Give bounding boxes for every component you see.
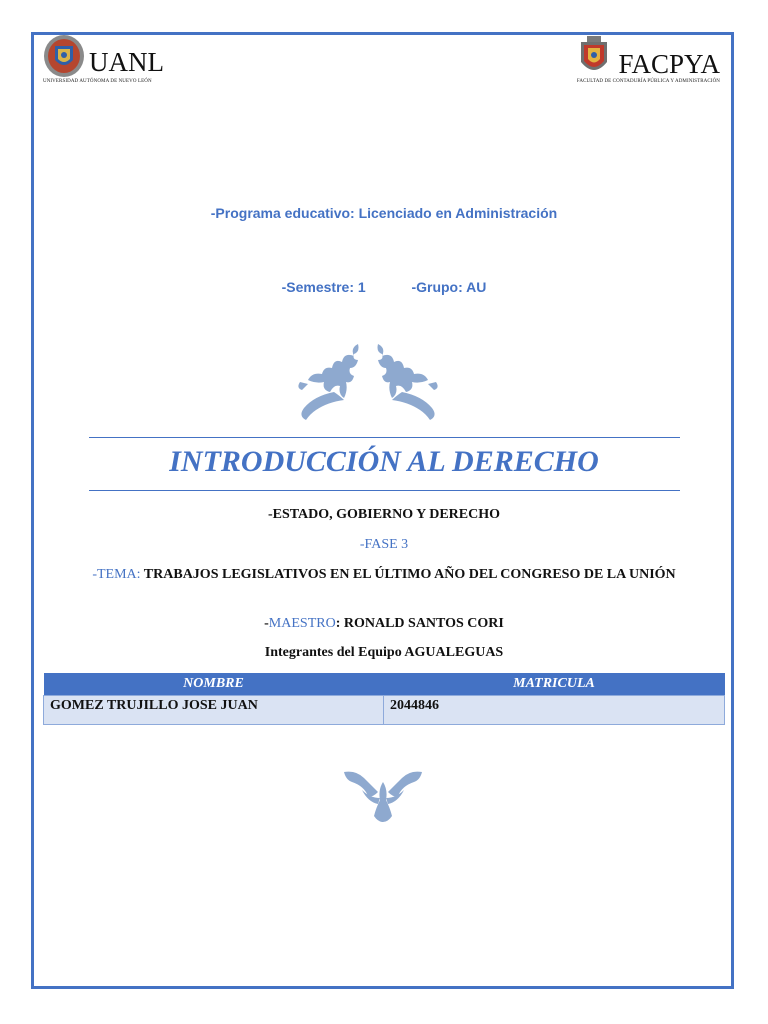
- program-line: -Programa educativo: Licenciado en Administración: [210, 205, 558, 221]
- teacher-line: [0, 616, 768, 632]
- topic-line: [84, 566, 684, 583]
- team-heading: Integrantes del Equipo AGUALEGUAS: [264, 645, 504, 660]
- table-row: [44, 696, 725, 725]
- bottom-ornament-icon: [342, 768, 424, 824]
- topic-value: TRABAJOS LEGISLATIVOS EN EL ÚLTIMO AÑO DEL CONGRESO DE LA UNIÓN: [143, 567, 676, 582]
- title-rule-top: [89, 437, 680, 438]
- table-header-row: [44, 673, 725, 696]
- facpya-subtitle: FACULTAD DE CONTADURÍA PÚBLICA Y ADMINISTRACIÓN: [576, 79, 720, 84]
- facpya-crest-icon: [578, 34, 610, 78]
- uanl-wordmark: UANL: [89, 47, 164, 77]
- cell-id: 2044846: [384, 696, 725, 725]
- title-rule-bottom: [89, 490, 680, 491]
- topic-label: -TEMA:: [92, 567, 141, 582]
- floral-ornament-icon: [294, 338, 442, 422]
- header-nombre: NOMBRE: [44, 673, 384, 696]
- header-matricula: MATRICULA: [384, 673, 725, 696]
- uanl-logo: [43, 34, 164, 84]
- group-label: -Grupo: AU: [411, 279, 487, 295]
- facpya-wordmark: FACPYA: [618, 49, 720, 79]
- course-title: INTRODUCCIÓN AL DERECHO: [169, 445, 599, 478]
- uanl-crest-icon: [43, 34, 85, 78]
- semester-group-line: [0, 279, 768, 295]
- teacher-name: : RONALD SANTOS CORI: [335, 616, 504, 631]
- teacher-prefix: -: [264, 616, 269, 631]
- cell-name: GOMEZ TRUJILLO JOSE JUAN: [44, 696, 384, 725]
- phase-label: -FASE 3: [359, 537, 409, 552]
- uanl-subtitle: UNIVERSIDAD AUTÓNOMA DE NUEVO LEÓN: [43, 79, 152, 84]
- semester-label: -Semestre: 1: [281, 279, 366, 295]
- subtitle: -ESTADO, GOBIERNO Y DERECHO: [267, 507, 501, 522]
- teacher-label: MAESTRO: [268, 616, 336, 631]
- team-table: [43, 673, 725, 725]
- facpya-logo: [577, 34, 720, 84]
